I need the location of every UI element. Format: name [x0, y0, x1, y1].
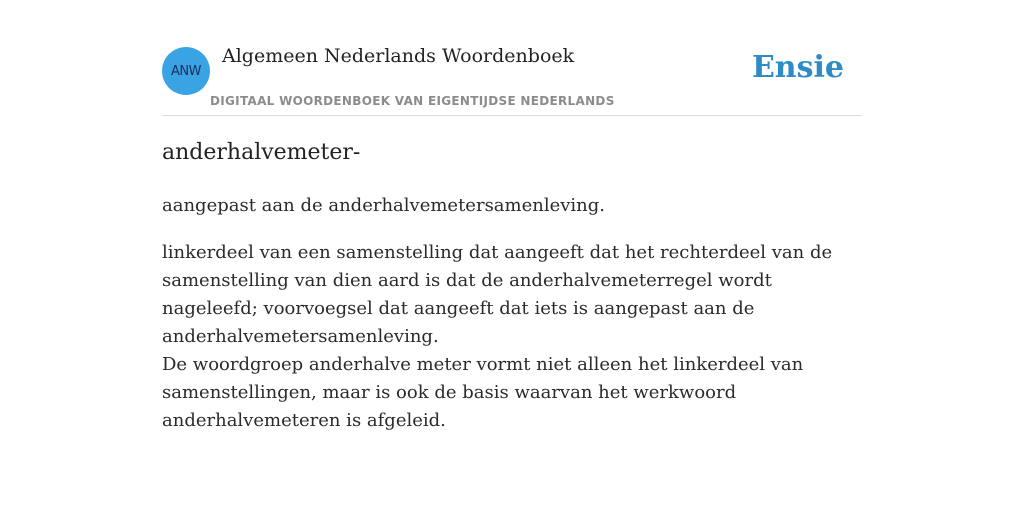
short-definition: aangepast aan de anderhalvemetersamenleving.: [162, 195, 606, 216]
site-header: [162, 0, 862, 116]
ensie-brand-link[interactable]: Ensie: [751, 50, 844, 85]
site-title[interactable]: Algemeen Nederlands Woordenboek: [222, 45, 575, 67]
entry-paragraph: De woordgroep anderhalve meter vormt niet alleen het linkerdeel van samenstellingen, maar is ook de basis waarvan het werkwoord anderhalvemeteren is afgeleid.: [162, 354, 804, 431]
entry-paragraph: linkerdeel van een samenstelling dat aangeeft dat het rechterdeel van de samenstelling van dien aard is dat de anderhalvemeterregel wordt nageleefd; voorvoegsel dat aangeeft dat iets is aangepast aan de anderhalvemetersamenleving.: [162, 242, 833, 347]
content-container: [162, 0, 862, 431]
entry-body: [162, 239, 862, 435]
entry-title: anderhalvemeter-: [162, 140, 361, 165]
logo-text: ANW: [171, 63, 201, 79]
site-subtitle: DIGITAAL WOORDENBOEK VAN EIGENTIJDSE NEDERLANDS: [210, 94, 615, 108]
anw-logo[interactable]: [162, 47, 210, 95]
